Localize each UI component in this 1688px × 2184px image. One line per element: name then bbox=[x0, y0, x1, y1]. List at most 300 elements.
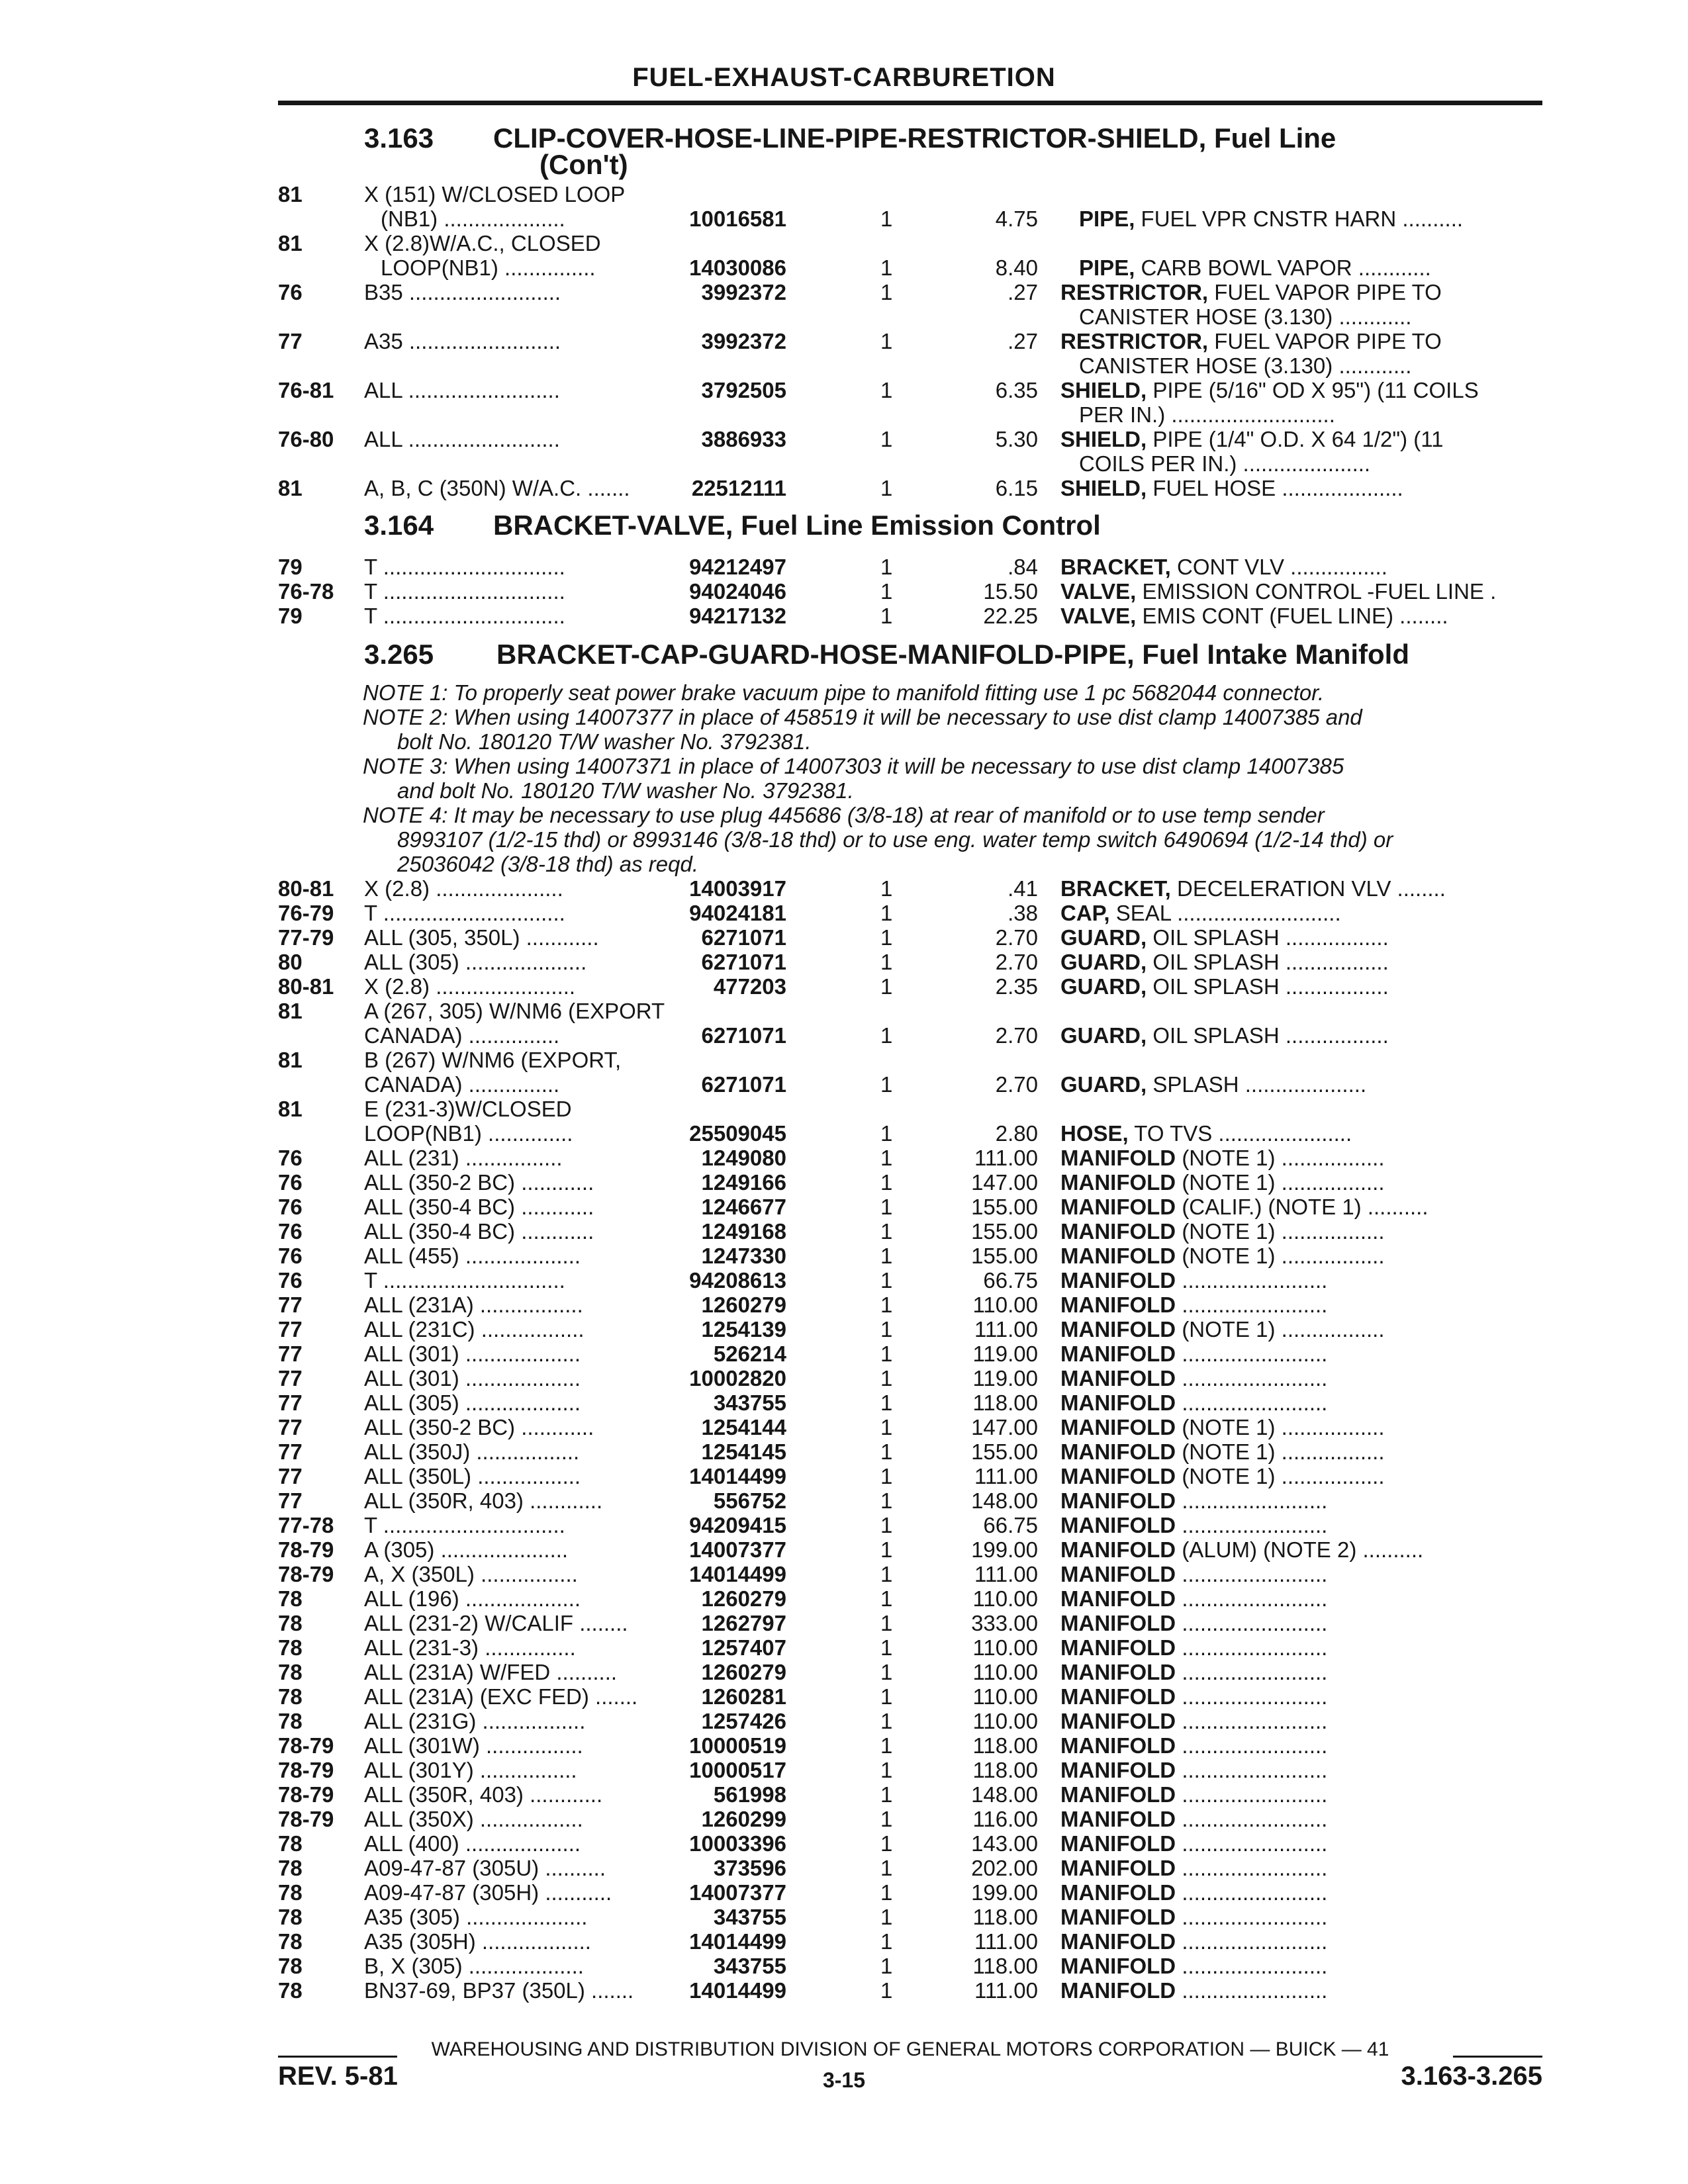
parts-table-row bbox=[278, 999, 1542, 1023]
part-name: MANIFOLD bbox=[1060, 1146, 1176, 1170]
quantity: 1 bbox=[880, 1366, 893, 1390]
section-number: 3.163 bbox=[364, 122, 434, 154]
parts-table-row bbox=[278, 427, 1542, 451]
model-year: 79 bbox=[278, 604, 303, 628]
model-application: A35 (305) .................... bbox=[364, 1905, 588, 1929]
parts-table-row bbox=[278, 1195, 1542, 1219]
part-number: 14014499 bbox=[682, 1978, 786, 2003]
model-application: ALL (305) .................... bbox=[364, 950, 587, 974]
model-application: B (267) W/NM6 (EXPORT, bbox=[364, 1048, 622, 1072]
model-year: 77-78 bbox=[278, 1513, 334, 1537]
part-number: 94024046 bbox=[682, 579, 786, 604]
model-application: ALL (231A) (EXC FED) ....... bbox=[364, 1684, 638, 1709]
list-price: 2.35 bbox=[995, 974, 1038, 999]
parts-table-row bbox=[278, 555, 1542, 579]
part-number: 373596 bbox=[707, 1856, 786, 1880]
part-description-detail: ........................ bbox=[1182, 1268, 1328, 1293]
list-price: 111.00 bbox=[974, 1464, 1038, 1488]
model-application: ALL ......................... bbox=[364, 378, 560, 402]
part-description bbox=[1060, 1439, 1542, 1464]
quantity: 1 bbox=[880, 1146, 893, 1170]
model-year: 76 bbox=[278, 280, 303, 304]
part-description-detail: PIPE (1/4" O.D. X 64 1/2") (11 bbox=[1152, 427, 1444, 451]
part-number: 1260279 bbox=[695, 1586, 786, 1611]
part-description-detail: (NOTE 1) ................. bbox=[1182, 1464, 1385, 1488]
part-number: 1260299 bbox=[695, 1807, 786, 1831]
part-description-detail: ........................ bbox=[1182, 1905, 1328, 1929]
part-description-detail: CANISTER HOSE (3.130) ............ bbox=[1079, 353, 1412, 378]
part-number: 94212497 bbox=[682, 555, 786, 579]
parts-table-row bbox=[278, 1317, 1542, 1342]
list-price: 111.00 bbox=[974, 1978, 1038, 2003]
part-description-detail: ........................ bbox=[1182, 1782, 1328, 1807]
list-price: 147.00 bbox=[971, 1415, 1038, 1439]
model-application: ALL (301W) ................ bbox=[364, 1733, 583, 1758]
part-description-detail: ........................ bbox=[1182, 1293, 1328, 1317]
part-name: RESTRICTOR, bbox=[1060, 329, 1209, 353]
list-price: 110.00 bbox=[972, 1684, 1038, 1709]
quantity: 1 bbox=[880, 1537, 893, 1562]
part-description bbox=[1060, 1807, 1542, 1831]
model-year: 78 bbox=[278, 1905, 303, 1929]
part-description bbox=[1060, 1488, 1542, 1513]
part-description bbox=[1079, 451, 1542, 476]
model-year: 76-80 bbox=[278, 427, 334, 451]
list-price: 119.00 bbox=[972, 1366, 1038, 1390]
part-description bbox=[1060, 1929, 1542, 1954]
part-name: MANIFOLD bbox=[1060, 1366, 1176, 1390]
part-description bbox=[1060, 1146, 1542, 1170]
quantity: 1 bbox=[880, 1268, 893, 1293]
parts-table-row bbox=[278, 451, 1542, 476]
part-description-detail: OIL SPLASH ................. bbox=[1152, 974, 1389, 999]
model-application: B35 ......................... bbox=[364, 280, 561, 304]
parts-table-row bbox=[278, 901, 1542, 925]
part-description bbox=[1060, 1342, 1542, 1366]
quantity: 1 bbox=[880, 1954, 893, 1978]
part-description-detail: (CALIF.) (NOTE 1) .......... bbox=[1182, 1195, 1429, 1219]
list-price: 110.00 bbox=[972, 1293, 1038, 1317]
part-name: CAP, bbox=[1060, 901, 1110, 925]
part-description bbox=[1060, 1611, 1542, 1635]
parts-table-row bbox=[278, 1488, 1542, 1513]
list-price: 110.00 bbox=[972, 1709, 1038, 1733]
part-number: 1249166 bbox=[695, 1170, 786, 1195]
quantity: 1 bbox=[880, 901, 893, 925]
part-description bbox=[1060, 1709, 1542, 1733]
list-price: 199.00 bbox=[971, 1537, 1038, 1562]
quantity: 1 bbox=[880, 974, 893, 999]
parts-table-row bbox=[278, 1635, 1542, 1660]
parts-table-row bbox=[278, 1268, 1542, 1293]
part-description-detail: EMIS CONT (FUEL LINE) ........ bbox=[1142, 604, 1448, 628]
quantity: 1 bbox=[880, 1660, 893, 1684]
model-year: 78-79 bbox=[278, 1782, 334, 1807]
model-application: A (305) ..................... bbox=[364, 1537, 569, 1562]
model-year: 81 bbox=[278, 182, 303, 206]
model-year: 78 bbox=[278, 1660, 303, 1684]
part-number: 1254145 bbox=[695, 1439, 786, 1464]
quantity: 1 bbox=[880, 1782, 893, 1807]
part-description bbox=[1079, 255, 1542, 280]
part-description-detail: (NOTE 1) ................. bbox=[1182, 1439, 1385, 1464]
parts-table-row bbox=[278, 1684, 1542, 1709]
model-year: 76 bbox=[278, 1195, 303, 1219]
parts-table-row bbox=[278, 1562, 1542, 1586]
list-price: 155.00 bbox=[971, 1244, 1038, 1268]
parts-table-row bbox=[278, 1390, 1542, 1415]
part-description bbox=[1060, 1733, 1542, 1758]
part-description bbox=[1060, 876, 1542, 901]
part-number: 22512111 bbox=[685, 476, 786, 500]
part-number: 1260279 bbox=[695, 1293, 786, 1317]
list-price: .84 bbox=[1008, 555, 1038, 579]
quantity: 1 bbox=[880, 1170, 893, 1195]
list-price: 116.00 bbox=[972, 1807, 1038, 1831]
part-number: 1260281 bbox=[695, 1684, 786, 1709]
model-application: ALL (350R, 403) ............ bbox=[364, 1488, 603, 1513]
part-number: 10000519 bbox=[682, 1733, 786, 1758]
list-price: 22.25 bbox=[983, 604, 1038, 628]
parts-table-row bbox=[278, 402, 1542, 427]
part-number: 1257426 bbox=[695, 1709, 786, 1733]
part-number: 3992372 bbox=[695, 280, 786, 304]
model-application: ALL (350-4 BC) ............ bbox=[364, 1195, 594, 1219]
part-description bbox=[1060, 1464, 1542, 1488]
part-name: VALVE, bbox=[1060, 579, 1137, 604]
part-description-detail: ........................ bbox=[1182, 1831, 1328, 1856]
part-description bbox=[1060, 1831, 1542, 1856]
part-name: MANIFOLD bbox=[1060, 1635, 1176, 1660]
quantity: 1 bbox=[880, 1219, 893, 1244]
model-year: 81 bbox=[278, 476, 303, 500]
part-number: 343755 bbox=[707, 1954, 786, 1978]
quantity: 1 bbox=[880, 427, 893, 451]
model-application: X (2.8)W/A.C., CLOSED bbox=[364, 231, 601, 255]
quantity: 1 bbox=[880, 1562, 893, 1586]
part-description-detail: ........................ bbox=[1182, 1513, 1328, 1537]
model-application: ALL (196) ................... bbox=[364, 1586, 581, 1611]
part-description-detail: FUEL VAPOR PIPE TO bbox=[1214, 280, 1442, 304]
part-description bbox=[1060, 974, 1542, 999]
parts-table-row bbox=[278, 950, 1542, 974]
model-application: ALL (301Y) ................ bbox=[364, 1758, 577, 1782]
part-name: MANIFOLD bbox=[1060, 1390, 1176, 1415]
quantity: 1 bbox=[880, 476, 893, 500]
parts-table-row bbox=[278, 1244, 1542, 1268]
part-description-detail: (NOTE 1) ................. bbox=[1182, 1146, 1385, 1170]
part-description-detail: (NOTE 1) ................. bbox=[1182, 1244, 1385, 1268]
model-year: 77 bbox=[278, 1342, 303, 1366]
model-application: ALL (231-2) W/CALIF ........ bbox=[364, 1611, 628, 1635]
part-description-detail: ........................ bbox=[1182, 1366, 1328, 1390]
part-description-detail: SPLASH .................... bbox=[1152, 1072, 1367, 1097]
part-description bbox=[1060, 1978, 1542, 2003]
part-name: MANIFOLD bbox=[1060, 1807, 1176, 1831]
part-number: 6271071 bbox=[695, 950, 786, 974]
list-price: 147.00 bbox=[971, 1170, 1038, 1195]
model-application: ALL (231G) ................. bbox=[364, 1709, 586, 1733]
model-year: 78 bbox=[278, 1978, 303, 2003]
quantity: 1 bbox=[880, 1807, 893, 1831]
list-price: 2.70 bbox=[995, 1072, 1038, 1097]
model-application: ALL (301) ................... bbox=[364, 1366, 581, 1390]
part-description-detail: PER IN.) ........................... bbox=[1079, 402, 1335, 427]
parts-table-row bbox=[278, 925, 1542, 950]
part-description-detail: ........................ bbox=[1182, 1684, 1328, 1709]
list-price: 110.00 bbox=[972, 1660, 1038, 1684]
model-application: ALL (350-4 BC) ............ bbox=[364, 1219, 594, 1244]
list-price: 4.75 bbox=[995, 206, 1038, 231]
part-name: VALVE, bbox=[1060, 604, 1137, 628]
model-application: A, B, C (350N) W/A.C. ....... bbox=[364, 476, 630, 500]
part-number: 94024181 bbox=[682, 901, 786, 925]
part-number: 6271071 bbox=[695, 925, 786, 950]
quantity: 1 bbox=[880, 876, 893, 901]
model-application: A35 (305H) .................. bbox=[364, 1929, 591, 1954]
part-description-detail: ........................ bbox=[1182, 1758, 1328, 1782]
part-description-detail: EMISSION CONTROL -FUEL LINE . bbox=[1142, 579, 1497, 604]
model-year: 80-81 bbox=[278, 876, 334, 901]
part-name: BRACKET, bbox=[1060, 876, 1171, 901]
part-name: MANIFOLD bbox=[1060, 1170, 1176, 1195]
part-number: 10003396 bbox=[682, 1831, 786, 1856]
model-application: ALL (301) ................... bbox=[364, 1342, 581, 1366]
part-description bbox=[1060, 476, 1542, 500]
part-number: 1260279 bbox=[695, 1660, 786, 1684]
part-number: 477203 bbox=[707, 974, 786, 999]
part-description-detail: CARB BOWL VAPOR ............ bbox=[1141, 255, 1431, 280]
quantity: 1 bbox=[880, 1072, 893, 1097]
list-price: 118.00 bbox=[972, 1905, 1038, 1929]
model-application: LOOP(NB1) .............. bbox=[364, 1121, 573, 1146]
part-description-detail: ........................ bbox=[1182, 1562, 1328, 1586]
section-number: 3.265 bbox=[364, 639, 434, 670]
part-description bbox=[1060, 329, 1542, 353]
quantity: 1 bbox=[880, 1293, 893, 1317]
part-description-detail: ........................ bbox=[1182, 1709, 1328, 1733]
part-number: 14014499 bbox=[682, 1929, 786, 1954]
part-number: 14003917 bbox=[682, 876, 786, 901]
part-description bbox=[1060, 1072, 1542, 1097]
part-name: MANIFOLD bbox=[1060, 1660, 1176, 1684]
part-name: GUARD, bbox=[1060, 1023, 1147, 1048]
model-application: A35 ......................... bbox=[364, 329, 561, 353]
part-name: HOSE, bbox=[1060, 1121, 1129, 1146]
quantity: 1 bbox=[880, 329, 893, 353]
part-name: MANIFOLD bbox=[1060, 1929, 1176, 1954]
section-title: CLIP-COVER-HOSE-LINE-PIPE-RESTRICTOR-SHIELD, Fuel Line bbox=[493, 122, 1336, 154]
quantity: 1 bbox=[880, 1758, 893, 1782]
model-year: 77 bbox=[278, 1366, 303, 1390]
part-number: 94217132 bbox=[682, 604, 786, 628]
model-year: 76 bbox=[278, 1219, 303, 1244]
note-line: and bolt No. 180120 T/W washer No. 3792381. bbox=[397, 778, 854, 803]
part-description-detail: ........................ bbox=[1182, 1342, 1328, 1366]
parts-table-row bbox=[278, 1097, 1542, 1121]
parts-table-row bbox=[278, 280, 1542, 304]
part-number: 3792505 bbox=[695, 378, 786, 402]
part-name: MANIFOLD bbox=[1060, 1244, 1176, 1268]
model-application: BN37-69, BP37 (350L) ....... bbox=[364, 1978, 634, 2003]
part-name: MANIFOLD bbox=[1060, 1856, 1176, 1880]
part-name: MANIFOLD bbox=[1060, 1831, 1176, 1856]
part-name: MANIFOLD bbox=[1060, 1268, 1176, 1293]
header-rule bbox=[278, 101, 1542, 105]
parts-table-row bbox=[278, 1929, 1542, 1954]
model-year: 77 bbox=[278, 1415, 303, 1439]
part-description-detail: COILS PER IN.) ..................... bbox=[1079, 451, 1371, 476]
part-name: MANIFOLD bbox=[1060, 1415, 1176, 1439]
parts-table-row bbox=[278, 1293, 1542, 1317]
model-application: ALL (400) ................... bbox=[364, 1831, 581, 1856]
part-description-detail: ........................ bbox=[1182, 1929, 1328, 1954]
quantity: 1 bbox=[880, 1856, 893, 1880]
model-year: 78-79 bbox=[278, 1562, 334, 1586]
part-name: MANIFOLD bbox=[1060, 1513, 1176, 1537]
note-line: 25036042 (3/8-18 thd) as reqd. bbox=[397, 852, 698, 876]
part-description bbox=[1060, 1415, 1542, 1439]
list-price: 111.00 bbox=[974, 1929, 1038, 1954]
note-line: NOTE 3: When using 14007371 in place of 14007303 it will be necessary to use dist clamp 14007385 bbox=[363, 754, 1344, 778]
model-year: 78 bbox=[278, 1880, 303, 1905]
part-number: 1249168 bbox=[695, 1219, 786, 1244]
part-description bbox=[1060, 1905, 1542, 1929]
part-number: 1249080 bbox=[695, 1146, 786, 1170]
part-name: GUARD, bbox=[1060, 1072, 1147, 1097]
part-description bbox=[1060, 1880, 1542, 1905]
part-description bbox=[1060, 1513, 1542, 1537]
list-price: 111.00 bbox=[974, 1146, 1038, 1170]
list-price: 155.00 bbox=[971, 1195, 1038, 1219]
parts-table-row bbox=[278, 1342, 1542, 1366]
model-year: 78-79 bbox=[278, 1537, 334, 1562]
part-name: MANIFOLD bbox=[1060, 1905, 1176, 1929]
section-title: BRACKET-VALVE, Fuel Line Emission Control bbox=[493, 510, 1101, 541]
part-name: MANIFOLD bbox=[1060, 1880, 1176, 1905]
parts-table-row bbox=[278, 1072, 1542, 1097]
quantity: 1 bbox=[880, 1439, 893, 1464]
model-application: X (2.8) ....................... bbox=[364, 974, 576, 999]
part-description bbox=[1060, 579, 1542, 604]
model-year: 76-79 bbox=[278, 901, 334, 925]
model-year: 78 bbox=[278, 1856, 303, 1880]
part-description-detail: ........................ bbox=[1182, 1660, 1328, 1684]
quantity: 1 bbox=[880, 1611, 893, 1635]
parts-table-row bbox=[278, 1954, 1542, 1978]
part-number: 14007377 bbox=[682, 1880, 786, 1905]
parts-table-row bbox=[278, 876, 1542, 901]
quantity: 1 bbox=[880, 604, 893, 628]
quantity: 1 bbox=[880, 1488, 893, 1513]
model-year: 76 bbox=[278, 1268, 303, 1293]
quantity: 1 bbox=[880, 1464, 893, 1488]
quantity: 1 bbox=[880, 1831, 893, 1856]
part-description-detail: OIL SPLASH ................. bbox=[1152, 925, 1389, 950]
list-price: 118.00 bbox=[972, 1390, 1038, 1415]
parts-table-row bbox=[278, 1146, 1542, 1170]
part-name: MANIFOLD bbox=[1060, 1439, 1176, 1464]
footer-section-range: 3.163-3.265 bbox=[1401, 2062, 1542, 2091]
part-description-detail: ........................ bbox=[1182, 1488, 1328, 1513]
quantity: 1 bbox=[880, 1684, 893, 1709]
model-application: LOOP(NB1) ............... bbox=[381, 255, 596, 280]
part-name: MANIFOLD bbox=[1060, 1611, 1176, 1635]
quantity: 1 bbox=[880, 206, 893, 231]
part-description-detail: (NOTE 1) ................. bbox=[1182, 1317, 1385, 1342]
part-description bbox=[1060, 1170, 1542, 1195]
model-application: X (2.8) ..................... bbox=[364, 876, 563, 901]
list-price: 110.00 bbox=[972, 1635, 1038, 1660]
part-number: 14030086 bbox=[682, 255, 786, 280]
model-year: 78 bbox=[278, 1954, 303, 1978]
note-line: NOTE 2: When using 14007377 in place of 458519 it will be necessary to use dist clamp 14007385 and bbox=[363, 705, 1362, 729]
parts-table-row bbox=[278, 1439, 1542, 1464]
model-year: 78 bbox=[278, 1929, 303, 1954]
part-number: 1254144 bbox=[695, 1415, 786, 1439]
quantity: 1 bbox=[880, 1415, 893, 1439]
model-application: ALL (350L) ................. bbox=[364, 1464, 581, 1488]
part-description bbox=[1060, 1268, 1542, 1293]
part-name: SHIELD, bbox=[1060, 427, 1147, 451]
model-application: T .............................. bbox=[364, 579, 565, 604]
model-application: ALL (305) ................... bbox=[364, 1390, 581, 1415]
quantity: 1 bbox=[880, 255, 893, 280]
model-year: 77-79 bbox=[278, 925, 334, 950]
quantity: 1 bbox=[880, 925, 893, 950]
model-year: 78-79 bbox=[278, 1758, 334, 1782]
part-description bbox=[1060, 1635, 1542, 1660]
part-description bbox=[1060, 604, 1542, 628]
part-description bbox=[1079, 353, 1542, 378]
part-name: MANIFOLD bbox=[1060, 1758, 1176, 1782]
part-description bbox=[1060, 925, 1542, 950]
model-year: 76 bbox=[278, 1244, 303, 1268]
model-application: CANADA) ............... bbox=[364, 1023, 560, 1048]
list-price: 2.80 bbox=[995, 1121, 1038, 1146]
model-application: ALL (350-2 BC) ............ bbox=[364, 1415, 594, 1439]
model-year: 81 bbox=[278, 999, 303, 1023]
list-price: 66.75 bbox=[983, 1513, 1038, 1537]
quantity: 1 bbox=[880, 280, 893, 304]
model-year: 76-81 bbox=[278, 378, 334, 402]
model-application: T .............................. bbox=[364, 604, 565, 628]
model-year: 77 bbox=[278, 1488, 303, 1513]
model-year: 76 bbox=[278, 1146, 303, 1170]
section-title: BRACKET-CAP-GUARD-HOSE-MANIFOLD-PIPE, Fuel Intake Manifold bbox=[496, 639, 1410, 670]
model-year: 78 bbox=[278, 1831, 303, 1856]
part-name: MANIFOLD bbox=[1060, 1488, 1176, 1513]
part-number: 94209415 bbox=[682, 1513, 786, 1537]
list-price: 111.00 bbox=[974, 1317, 1038, 1342]
list-price: 15.50 bbox=[983, 579, 1038, 604]
part-description bbox=[1060, 1586, 1542, 1611]
part-description bbox=[1060, 1390, 1542, 1415]
part-description bbox=[1060, 1121, 1542, 1146]
model-application: ALL (350R, 403) ............ bbox=[364, 1782, 603, 1807]
part-description-detail: ........................ bbox=[1182, 1586, 1328, 1611]
part-description bbox=[1060, 1660, 1542, 1684]
parts-table-row bbox=[278, 1660, 1542, 1684]
part-description-detail: FUEL VAPOR PIPE TO bbox=[1214, 329, 1442, 353]
model-application: ALL (231) ................ bbox=[364, 1146, 563, 1170]
model-year: 80-81 bbox=[278, 974, 334, 999]
part-description-detail: (ALUM) (NOTE 2) .......... bbox=[1182, 1537, 1424, 1562]
parts-table-row bbox=[278, 1807, 1542, 1831]
part-description bbox=[1060, 1219, 1542, 1244]
model-year: 78-79 bbox=[278, 1733, 334, 1758]
parts-table-row bbox=[278, 1880, 1542, 1905]
